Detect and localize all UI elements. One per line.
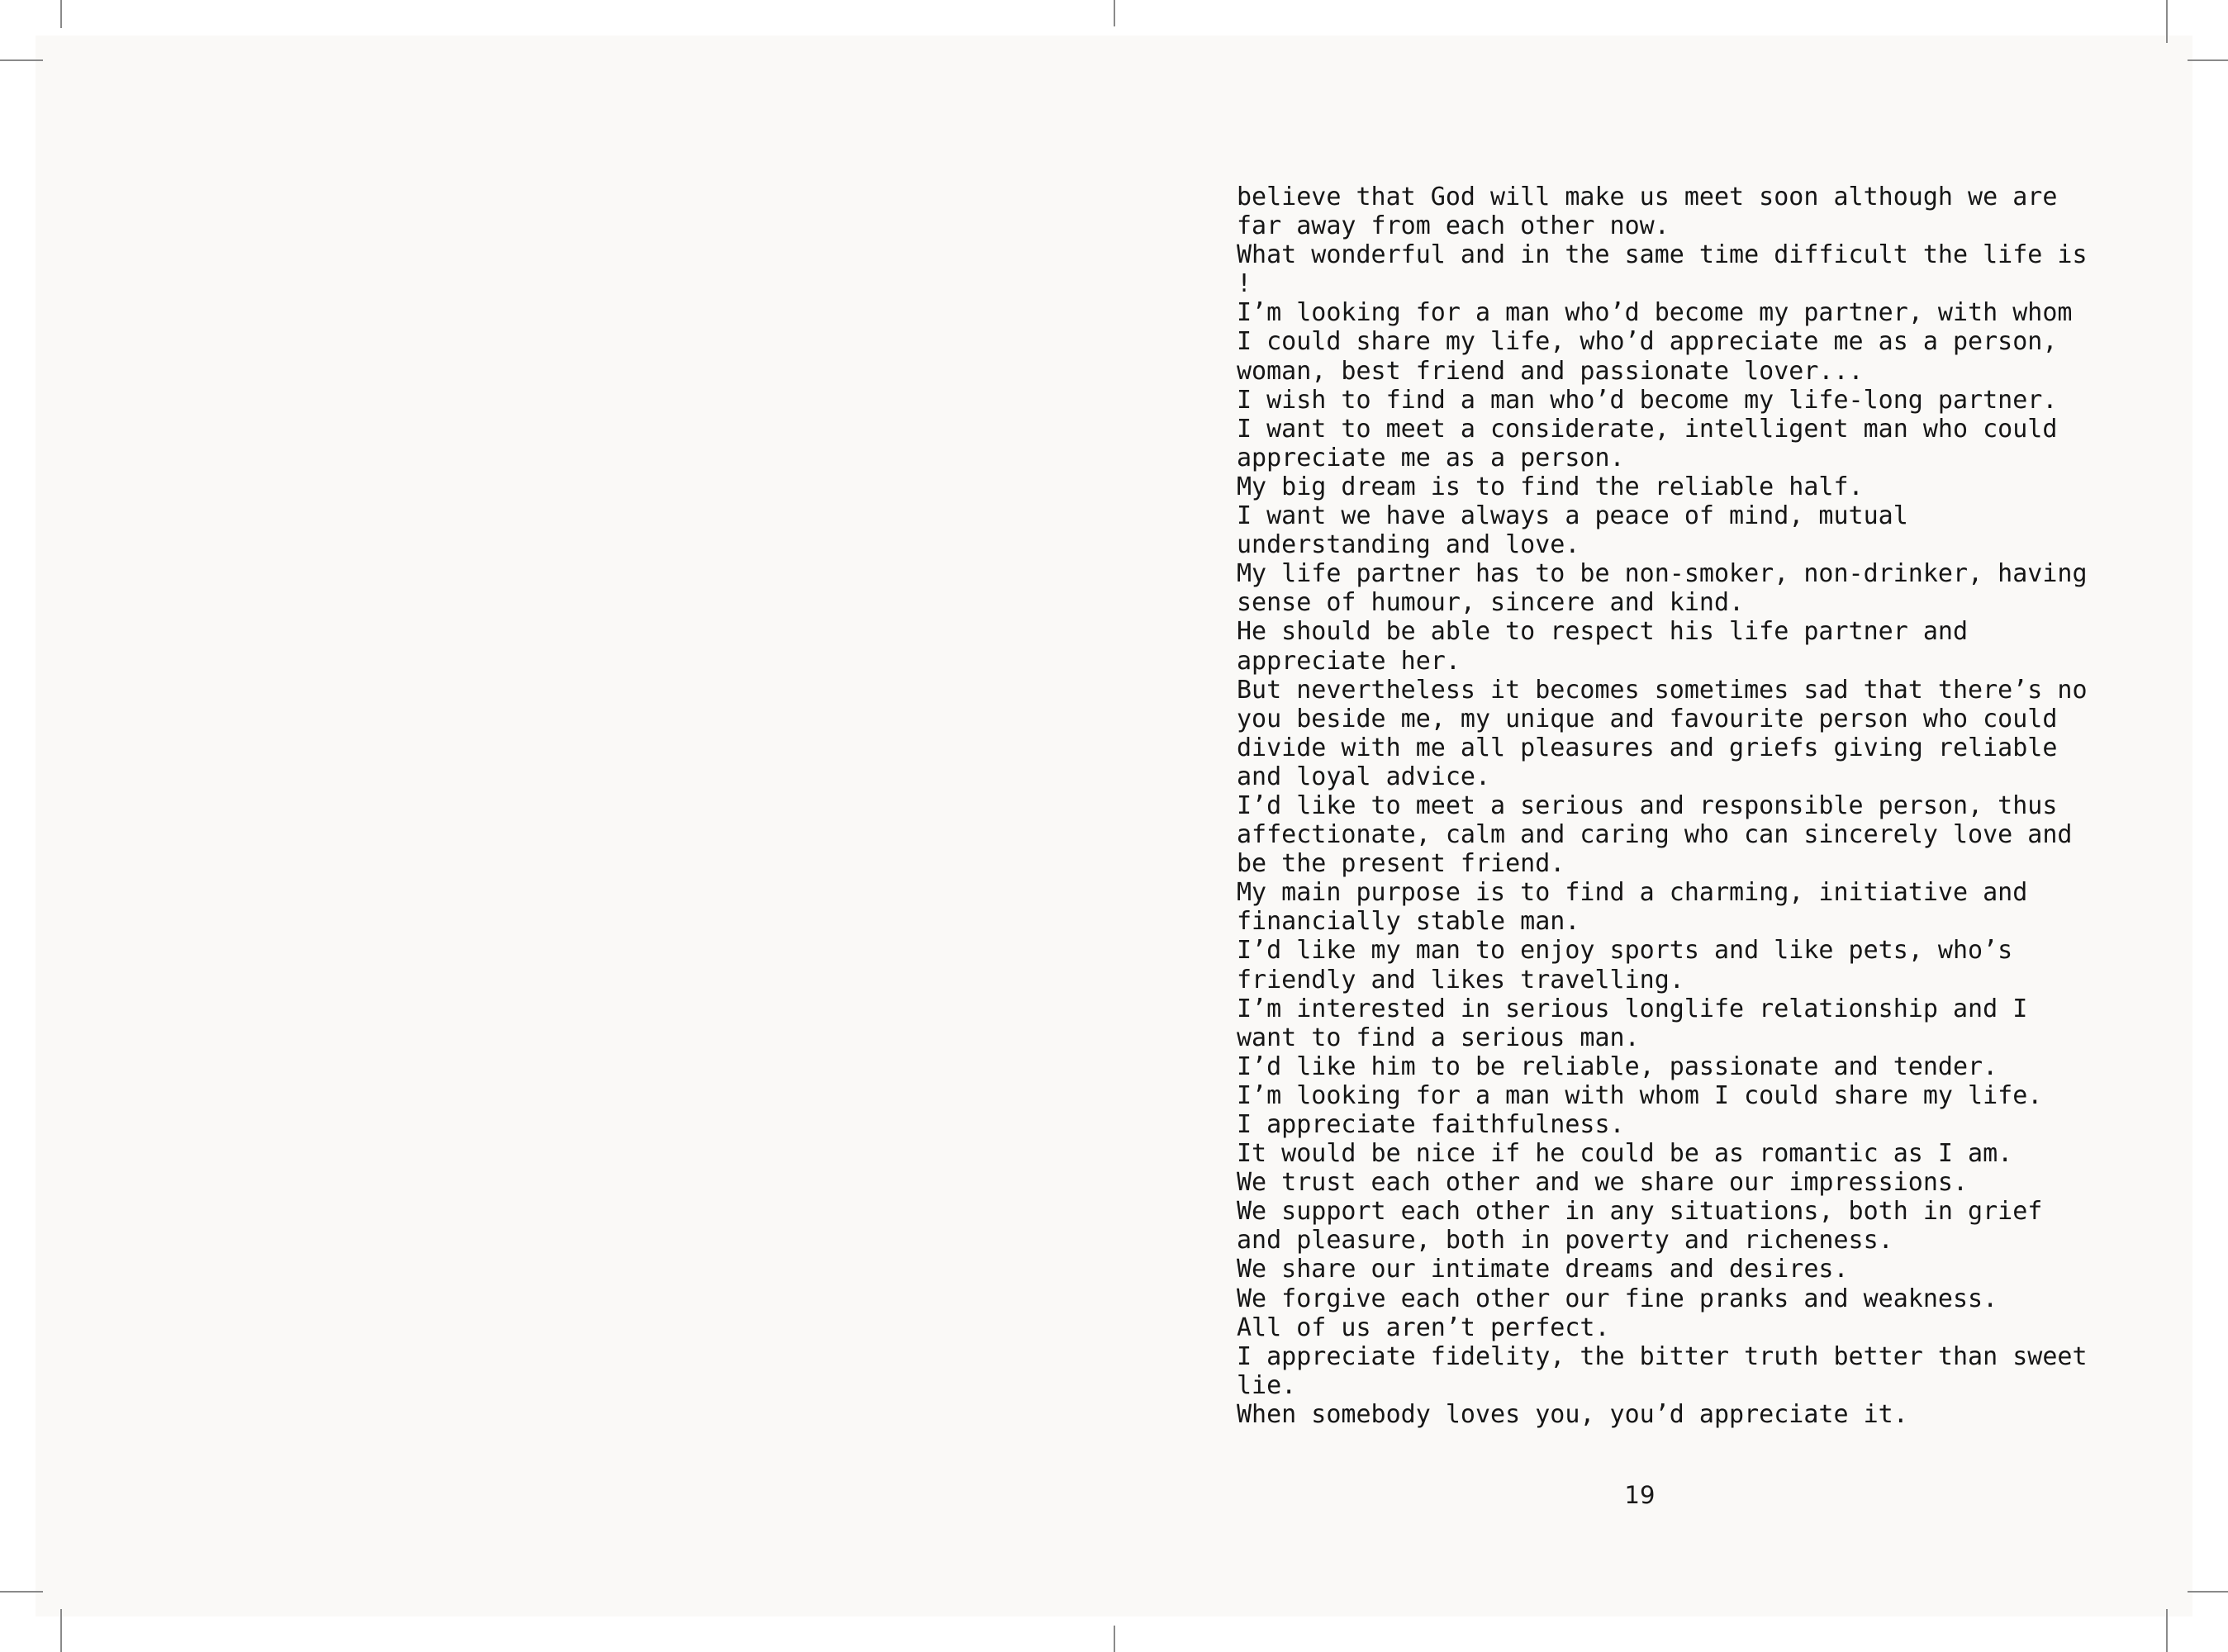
text-line: He should be able to respect his life partner and [1237, 617, 1969, 647]
text-line: I want to meet a considerate, intelligent man who could [1237, 414, 2058, 444]
crop-mark-top-left [60, 0, 62, 28]
text-line: I’m looking for a man who’d become my partner, with whom [1237, 298, 2073, 328]
crop-mark-left-bottom [0, 1591, 43, 1593]
body-text [1237, 183, 2088, 1429]
text-line: I’d like my man to enjoy sports and like pets, who’s [1237, 936, 2013, 966]
text-line: I appreciate fidelity, the bitter truth better than sweet [1237, 1341, 2088, 1371]
text-line: lie. [1237, 1370, 1297, 1400]
text-line: friendly and likes travelling. [1237, 965, 1684, 995]
text-line: I want we have always a peace of mind, mutual [1237, 501, 1908, 531]
crop-mark-bottom-left [60, 1609, 62, 1652]
text-line: understanding and love. [1237, 530, 1580, 560]
text-line: be the present friend. [1237, 849, 1565, 879]
text-line: woman, best friend and passionate lover... [1237, 356, 1864, 386]
text-line: It would be nice if he could be as romantic as I am. [1237, 1139, 2013, 1169]
page-number: 19 [1624, 1481, 1656, 1509]
text-line: I’m interested in serious longlife relationship and I [1237, 994, 2028, 1023]
text-line: But nevertheless it becomes sometimes sad that there’s no [1237, 675, 2088, 705]
text-line: We forgive each other our fine pranks and weakness. [1237, 1284, 1998, 1313]
text-line: you beside me, my unique and favourite person who could [1237, 704, 2058, 733]
text-line: I’m looking for a man with whom I could share my life. [1237, 1080, 2043, 1110]
text-line: My life partner has to be non-smoker, non-drinker, having [1237, 559, 2088, 589]
text-line: appreciate me as a person. [1237, 443, 1625, 472]
text-line: far away from each other now. [1237, 211, 1670, 241]
text-line: All of us aren’t perfect. [1237, 1313, 1610, 1342]
text-line: We support each other in any situations, both in grief [1237, 1197, 2043, 1227]
text-line: We trust each other and we share our impressions. [1237, 1168, 1969, 1198]
text-line: I could share my life, who’d appreciate me as a person, [1237, 327, 2058, 357]
text-line: I’d like to meet a serious and responsible person, thus [1237, 790, 2058, 820]
text-line: divide with me all pleasures and griefs giving reliable [1237, 733, 2058, 762]
crop-mark-right-bottom [2188, 1591, 2228, 1593]
text-line: When somebody loves you, you’d appreciate it. [1237, 1399, 1908, 1429]
crop-mark-bottom-center [1114, 1626, 1115, 1652]
text-line: and loyal advice. [1237, 762, 1491, 791]
text-line: My big dream is to find the reliable half. [1237, 472, 1864, 501]
text-line: What wonderful and in the same time difficult the life is [1237, 240, 2088, 270]
text-line: appreciate her. [1237, 646, 1461, 676]
text-line: want to find a serious man. [1237, 1023, 1640, 1052]
crop-mark-top-center [1114, 0, 1115, 26]
text-line: I wish to find a man who’d become my life-long partner. [1237, 385, 2058, 415]
text-line: financially stable man. [1237, 907, 1580, 937]
crop-mark-top-right [2166, 0, 2168, 43]
text-line: My main purpose is to find a charming, initiative and [1237, 878, 2028, 908]
crop-mark-left-top [0, 59, 43, 61]
text-line: I appreciate faithfulness. [1237, 1110, 1625, 1139]
text-line: affectionate, calm and caring who can sincerely love and [1237, 820, 2073, 850]
text-line: and pleasure, both in poverty and richeness. [1237, 1226, 1893, 1256]
text-line: I’d like him to be reliable, passionate and tender. [1237, 1051, 1998, 1081]
text-line: believe that God will make us meet soon although we are [1237, 183, 2058, 211]
crop-mark-right-top [2188, 59, 2228, 61]
text-line: sense of humour, sincere and kind. [1237, 588, 1745, 618]
text-line: We share our intimate dreams and desires. [1237, 1255, 1849, 1284]
crop-mark-bottom-right [2166, 1609, 2168, 1652]
text-line: ! [1237, 269, 1252, 299]
